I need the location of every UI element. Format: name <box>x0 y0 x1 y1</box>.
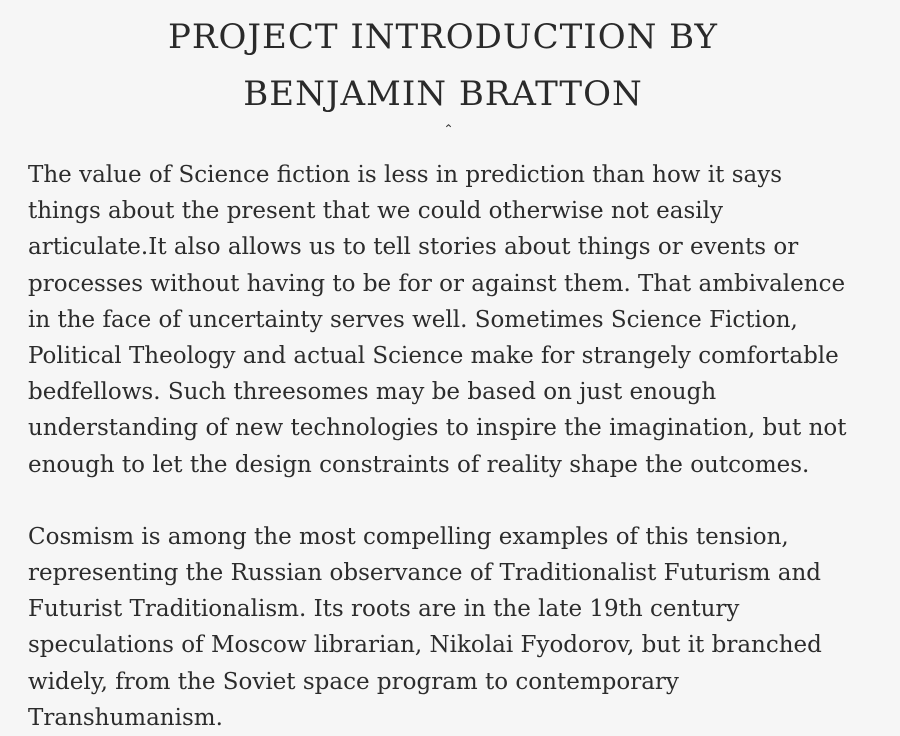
intro-paragraph-1: The value of Science fiction is less in prediction than how it says things about the present that we could otherwise not easily articulate.It also allows us to tell stories about things or events or processes without having to be for or against them. That ambivalence in the face of uncertainty serves well. Sometimes Science Fiction, Political Theology and actual Science make for strangely comfortable bedfellows. Such threesomes may be based on just enough understanding of new technologies to inspire the imagination, but not enough to let the design constraints of reality shape the outcomes. <box>28 162 847 478</box>
project-introduction <box>28 157 858 736</box>
title-author: BENJAMIN BRATTON <box>243 74 643 114</box>
caret-up-icon[interactable]: ⌃ <box>443 122 455 136</box>
page-title <box>28 0 858 151</box>
title-line-2 <box>243 66 642 135</box>
title-line-1: PROJECT INTRODUCTION BY <box>168 17 718 57</box>
intro-paragraph-2: Cosmism is among the most compelling examples of this tension, representing the Russian observance of Traditionalist Futurism and Futurist Traditionalism. Its roots are in the late 19th century speculations of Moscow librarian, Nikolai Fyodorov, but it branched widely, from the Soviet space program to contemporary Transhumanism. <box>28 523 822 731</box>
